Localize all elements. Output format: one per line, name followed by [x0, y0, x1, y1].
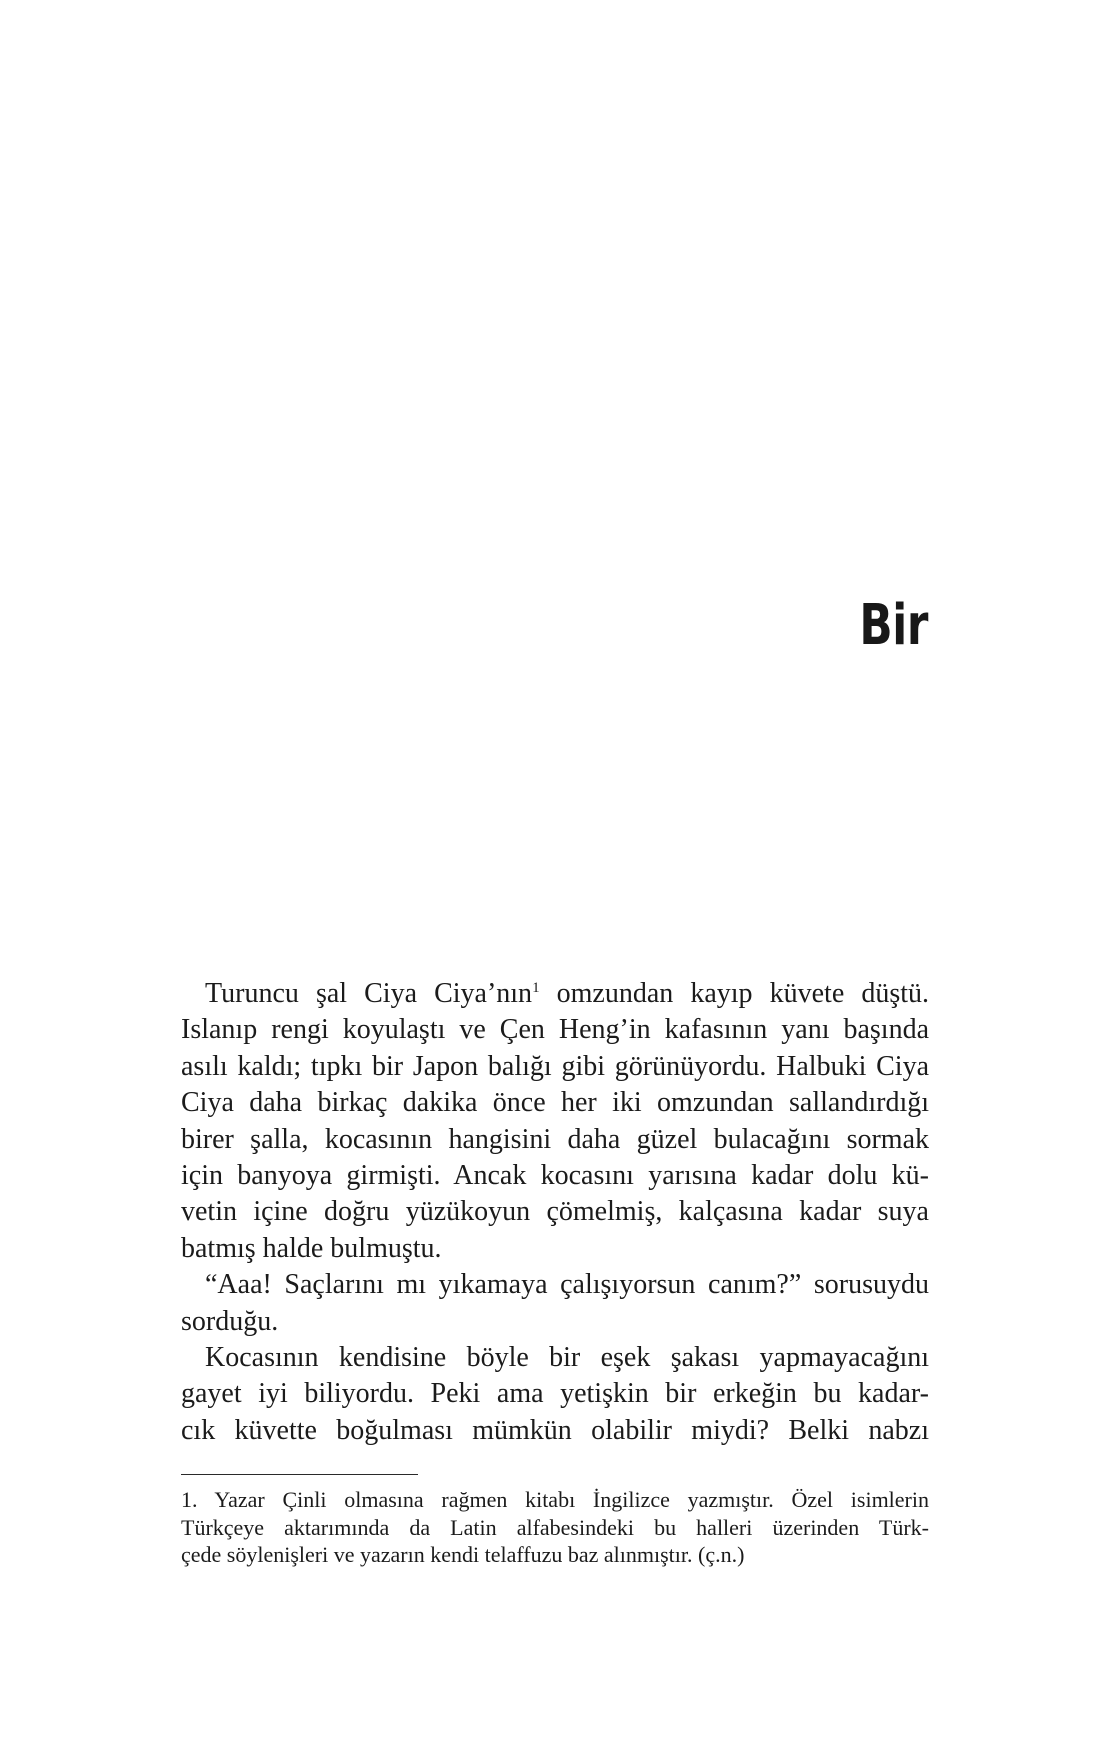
body-line: Islanıp rengi koyulaştı ve Çen Heng’in kafasının yanı başında	[181, 1014, 929, 1046]
footnote-divider	[181, 1474, 418, 1475]
footnote-line: Türkçeye aktarımında da Latin alfabesindeki bu halleri üzerinden Türk-	[181, 1514, 929, 1540]
body-line: Kocasının kendisine böyle bir eşek şakası yapmayacağını	[205, 1341, 929, 1373]
body-line: cık küvette boğulması mümkün olabilir miydi? Belki nabzı	[181, 1414, 929, 1446]
footnote-line: 1. Yazar Çinli olmasına rağmen kitabı İngilizce yazmıştır. Özel isimlerin	[181, 1487, 929, 1512]
body-line: sorduğu.	[181, 1305, 279, 1337]
body-line: “Aaa! Saçlarını mı yıkamaya çalışıyorsun canım?” sorusuydu	[205, 1269, 929, 1301]
body-line: asılı kaldı; tıpkı bir Japon balığı gibi görünüyordu. Halbuki Ciya	[181, 1050, 929, 1082]
body-line: birer şalla, kocasının hangisini daha güzel bulacağını sormak	[181, 1123, 929, 1155]
body-line: vetin içine doğru yüzükoyun çömelmiş, kalçasına kadar suya	[181, 1196, 929, 1228]
body-line: için banyoya girmişti. Ancak kocasını yarısına kadar dolu kü-	[181, 1159, 929, 1191]
footnote-reference[interactable]: 1	[532, 980, 540, 996]
body-line: gayet iyi biliyordu. Peki ama yetişkin bir erkeğin bu kadar-	[181, 1378, 929, 1410]
footnote	[181, 1486, 929, 1569]
footnote-line: çede söylenişleri ve yazarın kendi telaffuzu baz alınmıştır. (ç.n.)	[181, 1542, 745, 1567]
body-text	[181, 976, 929, 1449]
chapter-title: Bir	[859, 593, 928, 658]
body-line	[181, 976, 929, 1012]
body-line: Ciya daha birkaç dakika önce her iki omzundan sallandırdığı	[181, 1087, 929, 1119]
body-line-text: Turuncu şal Ciya Ciya’nın	[205, 978, 533, 1009]
body-line: batmış halde bulmuştu.	[181, 1232, 442, 1264]
body-line-text: omzundan kayıp küvete düştü.	[539, 978, 929, 1009]
